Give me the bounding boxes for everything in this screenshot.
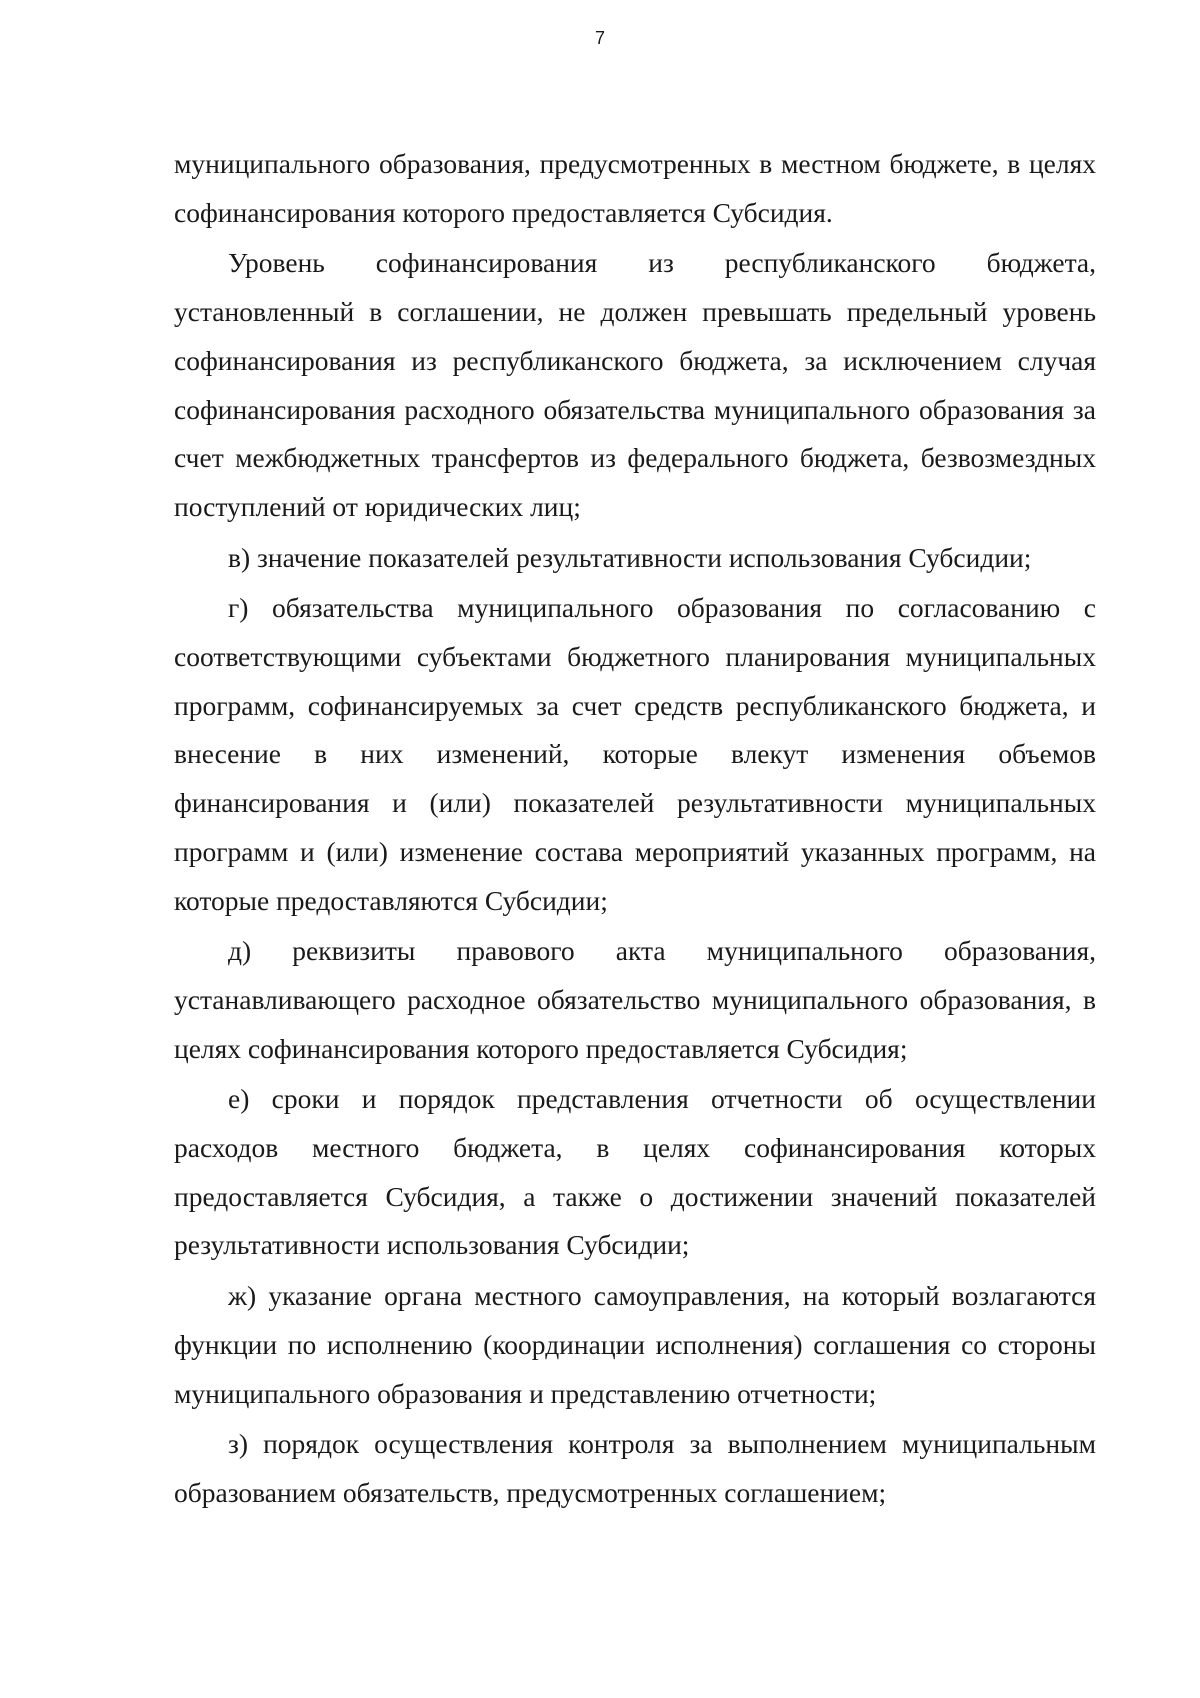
paragraph-item-zh: ж) указание органа местного самоуправления, на который возлагаются функции по исполнению (координации исполнения) соглашения со стороны муниципального образования и представлению отчетности;	[174, 1280, 1096, 1409]
paragraph-item-g: г) обязательства муниципального образования по согласованию с соответствующими субъектами бюджетного планирования муниципальных программ, софинансируемых за счет средств республиканского бюджета, и внесение в них изменений, которые влекут изменения объемов финансирования и (или) показателей результативности муниципальных программ и (или) изменение состава мероприятий указанных программ, на которые предоставляются Субсидии;	[174, 592, 1096, 916]
paragraph-item-e: е) сроки и порядок представления отчетности об осуществлении расходов местного бюджета, в целях софинансирования которых предоставляется Субсидия, а также о достижении значений показателей результативности использования Субсидии;	[174, 1083, 1096, 1261]
paragraph-item-z: з) порядок осуществления контроля за выполнением муниципальным образованием обязательств, предусмотренных соглашением;	[174, 1428, 1096, 1508]
paragraph-item-d: д) реквизиты правового акта муниципального образования, устанавливающего расходное обязательство муниципального образования, в целях софинансирования которого предоставляется Субсидия;	[174, 935, 1096, 1064]
page-number: 7	[594, 28, 605, 48]
paragraph-cofinancing-level: Уровень софинансирования из республиканского бюджета, установленный в соглашении, не должен превышать предельный уровень софинансирования из республиканского бюджета, за исключением случая софинансирования расходного обязательства муниципального образования за счет межбюджетных трансфертов из федерального бюджета, безвозмездных поступлений от юридических лиц;	[174, 247, 1096, 522]
paragraph-continuation: муниципального образования, предусмотренных в местном бюджете, в целях софинансирования которого предоставляется Субсидия.	[174, 148, 1096, 228]
paragraph-item-v: в) значение показателей результативности использования Субсидии;	[228, 541, 1032, 573]
document-body	[174, 140, 1096, 1518]
